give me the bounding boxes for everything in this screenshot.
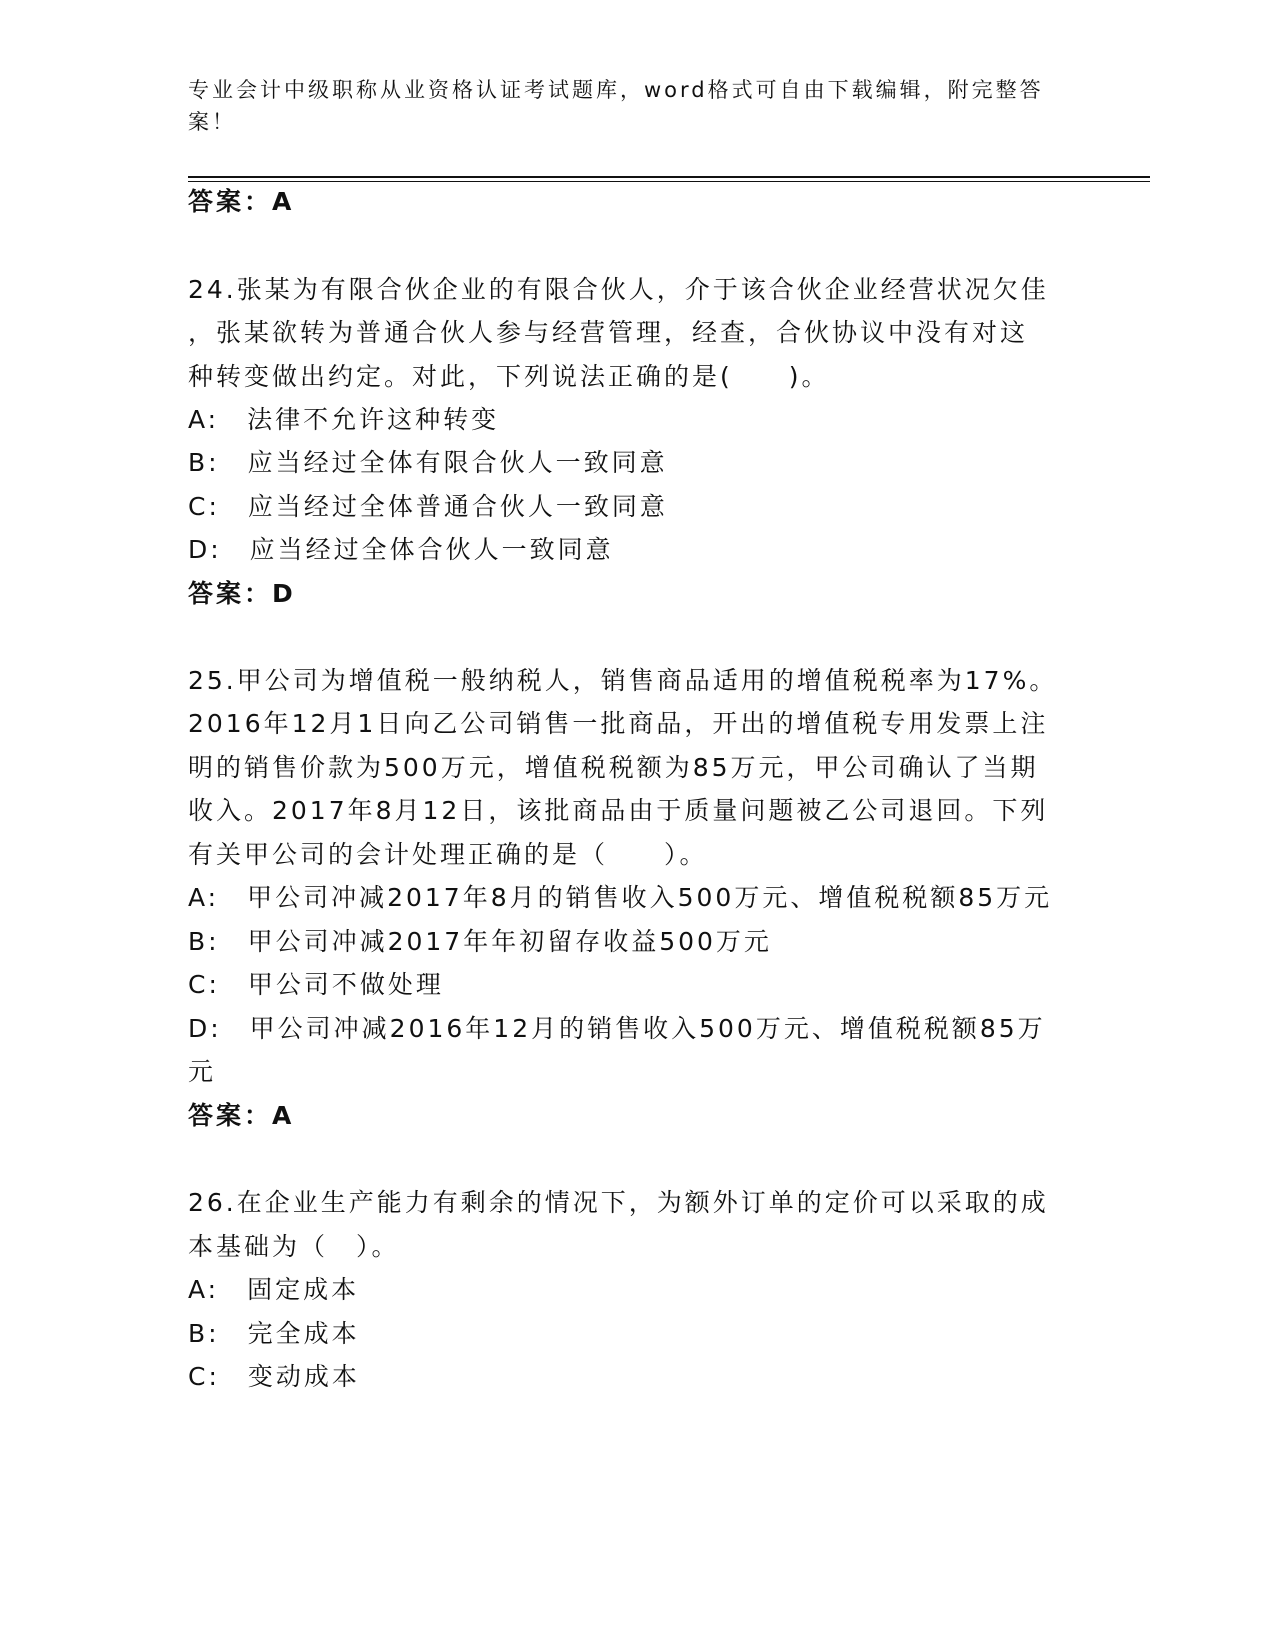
answer-prev: 答案：A: [188, 187, 295, 216]
q24-option-c: C: 应当经过全体普通合伙人一致同意: [188, 492, 668, 521]
q24-option-a: A: 法律不允许这种转变: [188, 405, 500, 434]
q26-option-a: A: 固定成本: [188, 1275, 360, 1304]
document-header: [188, 74, 1088, 138]
q25-option-c: C: 甲公司不做处理: [188, 970, 444, 999]
q25-option-b: B: 甲公司冲减2017年年初留存收益500万元: [188, 927, 772, 956]
q26-option-c: C: 变动成本: [188, 1362, 360, 1391]
q25-option-d-cont: 元: [188, 1057, 217, 1086]
q24-stem-line: 24.张某为有限合伙企业的有限合伙人，介于该合伙企业经营状况欠佳: [188, 275, 1049, 304]
q24-stem-line: 种转变做出约定。对此，下列说法正确的是( )。: [188, 362, 830, 391]
q26-stem-line: 本基础为（ ）。: [188, 1232, 400, 1261]
q25-option-d: D: 甲公司冲减2016年12月的销售收入500万元、增值税税额85万: [188, 1014, 1046, 1043]
q25-answer: 答案：A: [188, 1101, 295, 1130]
q26-stem-line: 26.在企业生产能力有剩余的情况下，为额外订单的定价可以采取的成: [188, 1188, 1049, 1217]
header-divider-thin: [188, 181, 1150, 182]
q25-stem-line: 有关甲公司的会计处理正确的是（ ）。: [188, 840, 708, 869]
q25-stem-line: 收入。2017年8月12日，该批商品由于质量问题被乙公司退回。下列: [188, 796, 1049, 825]
q25-stem-line: 明的销售价款为500万元，增值税税额为85万元，甲公司确认了当期: [188, 753, 1039, 782]
q25-stem-line: 2016年12月1日向乙公司销售一批商品，开出的增值税专用发票上注: [188, 709, 1049, 738]
q24-option-d: D: 应当经过全体合伙人一致同意: [188, 535, 614, 564]
q24-stem-line: ，张某欲转为普通合伙人参与经营管理，经查，合伙协议中没有对这: [188, 318, 1029, 347]
q24-answer: 答案：D: [188, 579, 296, 608]
header-line: 案！: [188, 110, 236, 134]
q25-stem-line: 25.甲公司为增值税一般纳税人，销售商品适用的增值税税率为17%。: [188, 666, 1058, 695]
header-divider: [188, 176, 1150, 178]
q26-option-b: B: 完全成本: [188, 1319, 360, 1348]
q25-option-a: A: 甲公司冲减2017年8月的销售收入500万元、增值税税额85万元: [188, 883, 1053, 912]
q24-option-b: B: 应当经过全体有限合伙人一致同意: [188, 448, 668, 477]
header-line: 专业会计中级职称从业资格认证考试题库，word格式可自由下载编辑，附完整答: [188, 78, 1044, 102]
